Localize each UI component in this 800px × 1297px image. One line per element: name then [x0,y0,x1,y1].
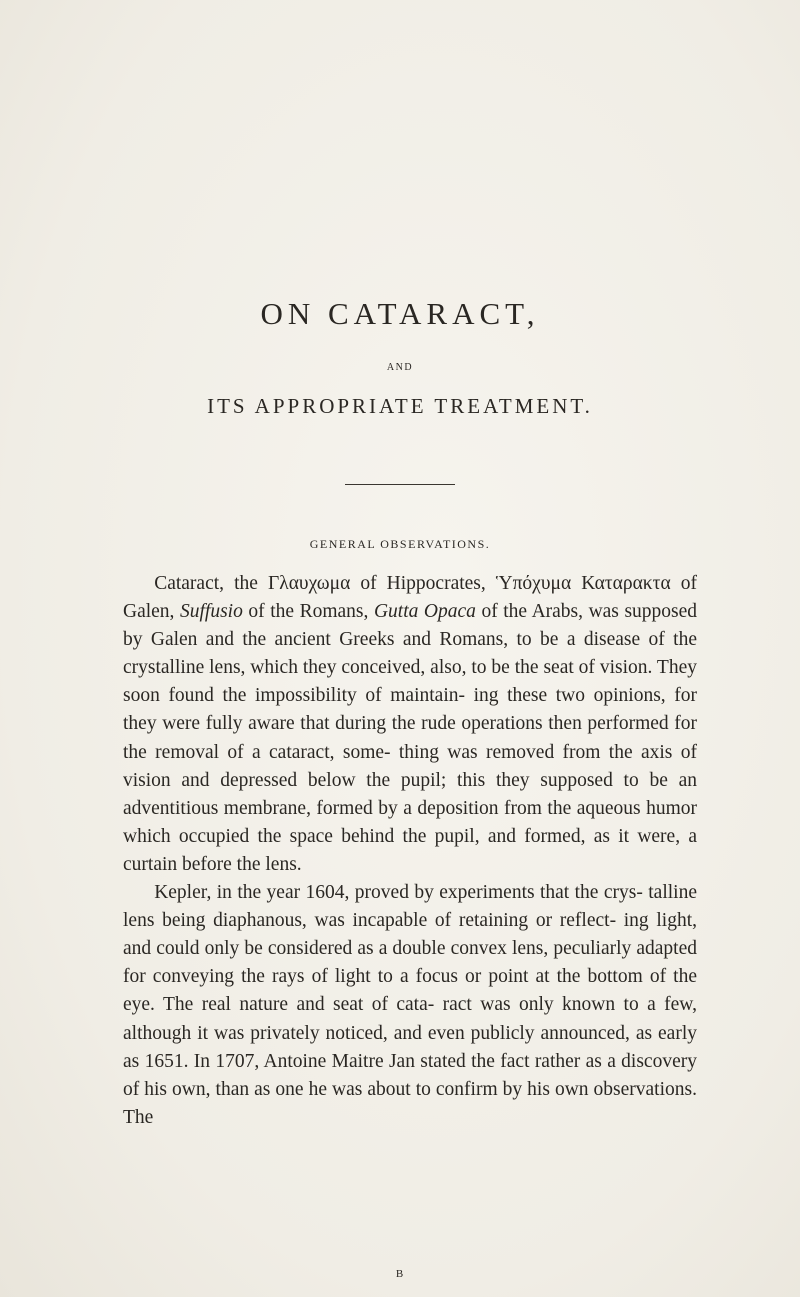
p1-text-1: Cataract, the [154,573,268,594]
paragraph-kepler: Kepler, in the year 1604, proved by experiments that the crys- talline lens being diaphanous, was incapable of retaining or reflect- ing light, and could only be considered as a double convex lens, peculiarly adapted for conveying the rays of light to a focus or point at the bottom of the eye. The real nature and seat of cata- ract was only known to a few, although it was privately noticed, and even publicly announced, as early as 1651. In 1707, Antoine Maitre Jan stated the fact rather as a discovery of his own, than as one he was about to confirm by his own observations. The [123,882,697,1128]
p1-text-4: of the Romans, [242,601,374,623]
title-conjunction: AND [386,362,414,373]
p1-text-2: of Hippocrates, [350,573,496,594]
paragraph-cataract-history [123,570,697,879]
signature-mark: B [395,1268,405,1280]
greek-term-hippocrates: Γλαυχωμα [267,573,351,594]
divider-rule [345,484,455,485]
p1-text-5: of the Arabs, was supposed by Galen and the ancient Greeks and Romans, to be a disease of the crystalline lens, which they conceived, also, to be the seat of vision. They soon found the impossibility of maintain- ing these two opinions, for they were fully aware that during the rude operations then performed for the removal of a cataract, some- thing was removed from the axis of vision and depressed below the pupil; this they supposed to be an adventitious membrane, formed by a deposition from the aqueous humor which occupied the space behind the pupil, and formed, as it were, a curtain before the lens. [123,601,698,875]
p1-text-3: of Galen, [123,573,697,623]
latin-term-suffusio: Suffusio [180,601,243,623]
section-heading: GENERAL OBSERVATIONS. [309,537,491,551]
latin-term-gutta-opaca: Gutta Opaca [373,601,476,623]
page-subtitle: ITS APPROPRIATE TREATMENT. [207,394,593,418]
body-text [123,570,697,1132]
greek-term-galen: Ὑπόχυμα Καταρακτα [495,573,671,594]
page-title: ON CATARACT, [260,296,540,331]
